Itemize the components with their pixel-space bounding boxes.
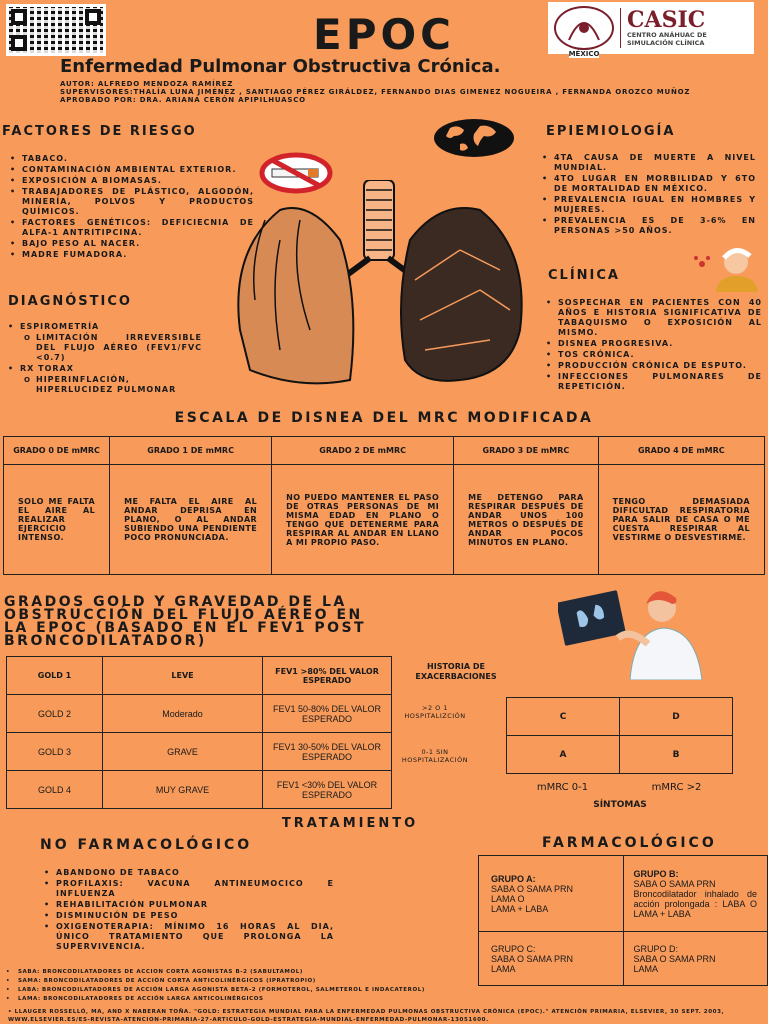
- grupo-c-line: SABA O SAMA PRN: [491, 953, 574, 964]
- list-item: • PREVALENCIA IGUAL EN HOMBRES Y MUJERES.: [542, 195, 756, 215]
- mrc-header: GRADO 3 DE mMRC: [454, 437, 598, 465]
- grupo-b-title: GRUPO B:: [633, 868, 679, 879]
- mrc-header: GRADO 4 DE mMRC: [598, 437, 764, 465]
- abcd-table: [506, 697, 733, 774]
- footnote-item: • SABA: BRONCODILATADORES DE ACCION CORTA AGONISTAS B-2 (SABULTAMOL): [6, 968, 526, 976]
- footnote-item: • LABA: BRONCODILATADORES DE ACCIÓN LARGA AGONISTA BETA-2 (FORMOTEROL, SALMETEROL E INDACATEROL): [6, 986, 526, 994]
- symptoms-label: SÍNTOMAS: [593, 800, 647, 810]
- grupo-b-line: SABA O SAMA PRN: [633, 878, 716, 889]
- list-item: • TRABAJADORES DE PLÁSTICO, ALGODÓN, MINERÍA, POLVOS Y PRODUCTOS QUÍMICOS.: [10, 187, 254, 217]
- history-label: HISTORIA DE EXACERBACIONES: [415, 662, 497, 681]
- grupo-d-line: LAMA: [633, 963, 659, 974]
- gold-cell: GOLD 4: [7, 771, 103, 809]
- mrc-cell: NO PUEDO MANTENER EL PASO DE OTRAS PERSONAS DE MI MISMA EDAD EN PLANO O TENGO QUE DETENERME PARA RESPIRAR AL ANDAR EN LLANO A MI PROPIO PASO.: [272, 465, 454, 575]
- factores-heading: FACTORES DE RIESGO: [2, 124, 197, 139]
- list-item: • FACTORES GENÉTICOS: DEFICIECNIA DE ALFA-1 ANTRITIPCINA.: [10, 218, 254, 238]
- footnote-item: • SAMA: BRONCODILATADORES DE ACCIÓN CORTA ANTICOLINÉRGICOS (IPRATROPIO): [6, 977, 526, 985]
- abcd-cell-b: B: [620, 736, 733, 774]
- list-item: • PREVALENCIA ES DE 3-6% EN PERSONAS >50 AÑOS.: [542, 216, 756, 236]
- poster-subtitle: Enfermedad Pulmonar Obstructiva Crónica.: [60, 56, 501, 77]
- farm-table: [478, 855, 768, 986]
- abcd-cell-a: A: [507, 736, 620, 774]
- list-item: • 4TA CAUSA DE MUERTE A NIVEL MUNDIAL.: [542, 153, 756, 173]
- col-label-low: mMRC 0-1: [536, 782, 589, 793]
- gold-cell: GRAVE: [103, 733, 263, 771]
- list-item: • REHABILITACIÓN PULMONAR: [44, 900, 334, 910]
- casic-sub-1: CENTRO ANÁHUAC DE: [627, 31, 707, 39]
- grupo-d-title: GRUPO D:: [633, 943, 679, 954]
- list-item: • TOS CRÓNICA.: [546, 350, 762, 360]
- list-item: • INFECCIONES PULMONARES DE REPETICIÓN.: [546, 372, 762, 392]
- list-item: • ESPIROMETRÍA: [8, 322, 202, 332]
- grupo-b-line: Broncodilatador inhalado de acción prolongada : LABA O LAMA + LABA: [633, 888, 757, 919]
- abcd-cell-d: D: [620, 698, 733, 736]
- list-item: • CONTAMINACIÓN AMBIENTAL EXTERIOR.: [10, 165, 254, 175]
- gold-cell: FEV1 30-50% DEL VALOR ESPERADO: [263, 733, 392, 771]
- globe-icon: [430, 118, 518, 158]
- list-item: • BAJO PESO AL NACER.: [10, 239, 254, 249]
- list-item: • ABANDONO DE TABACO: [44, 868, 334, 878]
- gold-cell: FEV1 50-80% DEL VALOR ESPERADO: [263, 695, 392, 733]
- factores-list: [10, 154, 254, 261]
- gold-cell: FEV1 <30% DEL VALOR ESPERADO: [263, 771, 392, 809]
- authors-block: [60, 80, 690, 104]
- epidemiologia-heading: EPIEMIOLOGÍA: [546, 124, 676, 139]
- farm-heading: FARMACOLÓGICO: [542, 835, 717, 851]
- mrc-table: [3, 436, 765, 575]
- grupo-c-line: LAMA: [491, 963, 516, 974]
- list-item: • MADRE FUMADORA.: [10, 250, 254, 260]
- diagnostico-heading: DIAGNÓSTICO: [8, 294, 132, 309]
- mrc-header: GRADO 2 DE mMRC: [272, 437, 454, 465]
- row-label-high: >2 O 1 HOSPITALIZCIÓN: [404, 704, 466, 720]
- gold-cell: LEVE: [103, 657, 263, 695]
- grupo-d-line: SABA O SAMA PRN: [633, 953, 716, 964]
- author-line: AUTOR: ALFREDO MENDOZA RAMÍREZ: [60, 80, 234, 88]
- gold-heading: GRADOS GOLD Y GRAVEDAD DE LA OBSTRUCCIÓN DEL FLUJO AÉREO EN LA EPOC (BASADO EN EL FEV1 POST BRONCODILATADOR): [4, 594, 367, 649]
- footnote-item: • LAMA: BRONCODILATADORES DE ACCIÓN LARGA ANTICOLINÉRGICOS: [6, 995, 526, 1003]
- row-label-low: 0-1 SIN HOSPITALIZACIÓN: [401, 748, 469, 764]
- grupo-a-title: GRUPO A:: [491, 873, 536, 884]
- mrc-heading: ESCALA DE DISNEA DEL MRC MODIFICADA: [174, 410, 594, 426]
- list-item: • TABACO.: [10, 154, 254, 164]
- poster-title: EPOC: [313, 10, 455, 59]
- supervisors-line: SUPERVISORES:THALÍA LUNA JIMÉNEZ , SANTIAGO PÉREZ GIRÁLDEZ, FERNANDO DIAS GIMENEZ NOGUEIRA , FERNANDA OROZCO MUÑOZ: [60, 88, 691, 96]
- gold-cell: GOLD 2: [7, 695, 103, 733]
- clinica-heading: CLÍNICA: [548, 268, 620, 283]
- mrc-header: GRADO 0 DE mMRC: [4, 437, 110, 465]
- mrc-cell: ME FALTA EL AIRE AL ANDAR DEPRISA EN PLANO, O AL ANDAR SUBIENDO UNA PENDIENTE POCO PRONUNCIADA.: [110, 465, 272, 575]
- grupo-a-line: LAMA O: [491, 893, 525, 904]
- mrc-cell: ME DETENGO PARA RESPIRAR DESPUÉS DE ANDAR UNOS 100 METROS O DESPUÉS DE ANDAR POCOS MINUTOS EN PLANO.: [454, 465, 598, 575]
- list-item: • RX TORAX: [8, 364, 202, 374]
- casic-logo: [548, 2, 754, 58]
- casic-name: CASIC: [627, 7, 706, 33]
- list-item: • DISNEA PROGRESIVA.: [546, 339, 762, 349]
- list-item: • DISMINUCIÓN DE PESO: [44, 911, 334, 921]
- nofarm-heading: NO FARMACOLÓGICO: [40, 837, 253, 853]
- seal-text: MÉXICO: [568, 50, 600, 58]
- nofarm-list: [44, 868, 334, 953]
- epidemiologia-list: [542, 153, 756, 237]
- grupo-c-title: GRUPO C:: [491, 943, 536, 954]
- grupo-a-line: SABA O SAMA PRN: [491, 883, 574, 894]
- list-item: • PROFILAXIS: VACUNA ANTINEUMOCICO E INFLUENZA: [44, 879, 334, 899]
- approved-line: APROBADO POR: DRA. ARIANA CERÓN APIPILHUASCO: [60, 96, 306, 104]
- gold-table: [6, 656, 392, 809]
- list-item: • PRODUCCIÓN CRÓNICA DE ESPUTO.: [546, 361, 762, 371]
- col-label-high: mMRC >2: [651, 782, 702, 793]
- clinica-list: [546, 298, 762, 393]
- grupo-b-cell: [623, 856, 768, 932]
- list-item: • 4TO LUGAR EN MORBILIDAD Y 6TO DE MORTALIDAD EN MÉXICO.: [542, 174, 756, 194]
- grupo-d-cell: [623, 932, 768, 986]
- mrc-cell: SOLO ME FALTA EL AIRE AL REALIZAR EJERCICIO INTENSO.: [4, 465, 110, 575]
- mrc-cell: TENGO DEMASIADA DIFICULTAD RESPIRATORIA PARA SALIR DE CASA O ME CUESTA RESPIRAR AL VESTIRME O DESVESTIRME.: [598, 465, 764, 575]
- tratamiento-heading: TRATAMIENTO: [281, 816, 419, 831]
- doctor-xray-illustration: [558, 584, 714, 680]
- list-item: • SOSPECHAR EN PACIENTES CON 40 AÑOS E HISTORIA SIGNIFICATIVA DE TABAQUISMO O EXPOSICIÓN AL MISMO.: [546, 298, 762, 338]
- diagnostico-list: [8, 322, 202, 396]
- lungs-illustration: [220, 180, 540, 390]
- mrc-header: GRADO 1 DE mMRC: [110, 437, 272, 465]
- list-item: O LIMITACIÓN IRREVERSIBLE DEL FLUJO AÉREO (FEV1/FVC <0.7): [8, 333, 202, 363]
- university-seal-icon: [554, 6, 614, 58]
- reference: • LLAUGER ROSSELLÓ, MA, AND X NABERAN TOÑA. "GOLD: ESTRATEGIA MUNDIAL PARA LA ENFERMEDAD PULMONAS OBSTRUCTIVA CRÓNICA (EPOC)." ATENCIÓN PRIMARIA, ELSEVIER, 30 SEPT. 2003, WWW.ELSEVIER.ES/ES-REVISTA-ATENCION-PRIMARIA-27-ARTICULO-GOLD-ESTRATEGIA-MUNDIAL-ENFERMEDAD-PULMONAR-13051600.: [8, 1009, 725, 1023]
- gold-cell: GOLD 3: [7, 733, 103, 771]
- coughing-person-icon: [686, 244, 762, 292]
- grupo-a-cell: [479, 856, 624, 932]
- list-item: O HIPERINFLACIÓN, HIPERLUCIDEZ PULMONAR: [8, 375, 202, 395]
- footnotes: [6, 968, 526, 1004]
- gold-cell: GOLD 1: [7, 657, 103, 695]
- list-item: • OXIGENOTERAPIA: MÍNIMO 16 HORAS AL DIA, ÚNICO TRATAMIENTO QUE PROLONGA LA SUPERVIVENCIA.: [44, 922, 334, 952]
- list-item: • EXPOSICIÓN A BIOMASAS.: [10, 176, 254, 186]
- grupo-a-line: LAMA + LABA: [491, 903, 549, 914]
- gold-cell: MUY GRAVE: [103, 771, 263, 809]
- gold-cell: FEV1 >80% DEL VALOR ESPERADO: [263, 657, 392, 695]
- abcd-cell-c: C: [507, 698, 620, 736]
- casic-sub-2: SIMULACIÓN CLÍNICA: [627, 39, 705, 47]
- gold-cell: Moderado: [103, 695, 263, 733]
